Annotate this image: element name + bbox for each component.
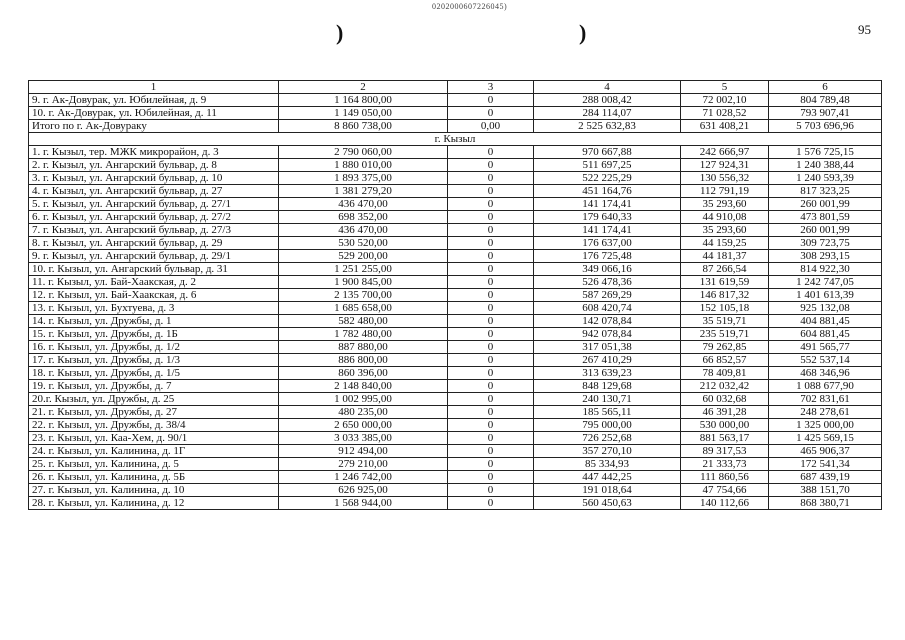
amount-cell: 1 401 613,39: [769, 289, 882, 302]
column-number-row: [29, 81, 882, 94]
amount-cell: 817 323,25: [769, 185, 882, 198]
amount-cell: 72 002,10: [681, 94, 769, 107]
amount-cell: 1 893 375,00: [279, 172, 448, 185]
amount-cell: 912 494,00: [279, 445, 448, 458]
table-row: [29, 380, 882, 393]
table-row: [29, 367, 882, 380]
amount-cell: 0: [448, 211, 534, 224]
amount-cell: 1 880 010,00: [279, 159, 448, 172]
amount-cell: 0: [448, 159, 534, 172]
address-cell: 26. г. Кызыл, ул. Калинина, д. 5Б: [29, 471, 279, 484]
amount-cell: 814 922,30: [769, 263, 882, 276]
address-cell: 10. г. Ак-Довурак, ул. Юбилейная, д. 11: [29, 107, 279, 120]
amount-cell: 130 556,32: [681, 172, 769, 185]
amount-cell: 21 333,73: [681, 458, 769, 471]
amount-cell: 436 470,00: [279, 224, 448, 237]
amount-cell: 726 252,68: [534, 432, 681, 445]
amount-cell: 942 078,84: [534, 328, 681, 341]
address-cell: 8. г. Кызыл, ул. Ангарский бульвар, д. 29: [29, 237, 279, 250]
amount-cell: 560 450,63: [534, 497, 681, 510]
amount-cell: 131 619,59: [681, 276, 769, 289]
amount-cell: 530 520,00: [279, 237, 448, 250]
amount-cell: 480 235,00: [279, 406, 448, 419]
address-cell: 5. г. Кызыл, ул. Ангарский бульвар, д. 27/1: [29, 198, 279, 211]
amount-cell: 0: [448, 250, 534, 263]
amount-cell: 2 148 840,00: [279, 380, 448, 393]
table-row: [29, 393, 882, 406]
address-cell: 9. г. Кызыл, ул. Ангарский бульвар, д. 29/1: [29, 250, 279, 263]
amount-cell: 860 396,00: [279, 367, 448, 380]
table-row: [29, 419, 882, 432]
column-header: 2: [279, 81, 448, 94]
amount-cell: 1 576 725,15: [769, 146, 882, 159]
amount-cell: 473 801,59: [769, 211, 882, 224]
amount-cell: 284 114,07: [534, 107, 681, 120]
amount-cell: 141 174,41: [534, 198, 681, 211]
amount-cell: 631 408,21: [681, 120, 769, 133]
amount-cell: 267 410,29: [534, 354, 681, 367]
amount-cell: 44 181,37: [681, 250, 769, 263]
address-cell: 10. г. Кызыл, ул. Ангарский бульвар, д. 31: [29, 263, 279, 276]
amount-cell: 2 135 700,00: [279, 289, 448, 302]
amount-cell: 0: [448, 380, 534, 393]
address-cell: 15. г. Кызыл, ул. Дружбы, д. 1Б: [29, 328, 279, 341]
amount-cell: 0: [448, 185, 534, 198]
amount-cell: 142 078,84: [534, 315, 681, 328]
amount-cell: 511 697,25: [534, 159, 681, 172]
address-cell: 28. г. Кызыл, ул. Калинина, д. 12: [29, 497, 279, 510]
amount-cell: 868 380,71: [769, 497, 882, 510]
table-row: [29, 406, 882, 419]
amount-cell: 604 881,45: [769, 328, 882, 341]
amount-cell: 1 900 845,00: [279, 276, 448, 289]
bracket-mark-right: ): [579, 20, 587, 45]
column-header: 6: [769, 81, 882, 94]
amount-cell: 0: [448, 237, 534, 250]
amount-cell: 925 132,08: [769, 302, 882, 315]
page-number: 95: [858, 22, 871, 37]
address-cell: 23. г. Кызыл, ул. Каа-Хем, д. 90/1: [29, 432, 279, 445]
amount-cell: 127 924,31: [681, 159, 769, 172]
amount-cell: 176 725,48: [534, 250, 681, 263]
address-cell: 18. г. Кызыл, ул. Дружбы, д. 1/5: [29, 367, 279, 380]
table-row: [29, 159, 882, 172]
address-cell: 14. г. Кызыл, ул. Дружбы, д. 1: [29, 315, 279, 328]
amount-cell: 71 028,52: [681, 107, 769, 120]
amount-cell: 404 881,45: [769, 315, 882, 328]
amount-cell: 0: [448, 484, 534, 497]
amount-cell: 185 565,11: [534, 406, 681, 419]
amount-cell: 1 685 658,00: [279, 302, 448, 315]
amount-cell: 0: [448, 458, 534, 471]
amount-cell: 240 130,71: [534, 393, 681, 406]
amount-cell: 1 782 480,00: [279, 328, 448, 341]
amount-cell: 1 251 255,00: [279, 263, 448, 276]
address-cell: 25. г. Кызыл, ул. Калинина, д. 5: [29, 458, 279, 471]
amount-cell: 1 242 747,05: [769, 276, 882, 289]
amount-cell: 887 880,00: [279, 341, 448, 354]
amount-cell: 0: [448, 367, 534, 380]
amount-cell: 79 262,85: [681, 341, 769, 354]
amount-cell: 44 910,08: [681, 211, 769, 224]
column-header: 3: [448, 81, 534, 94]
amount-cell: 526 478,36: [534, 276, 681, 289]
amount-cell: 1 568 944,00: [279, 497, 448, 510]
amount-cell: 886 800,00: [279, 354, 448, 367]
address-cell: 3. г. Кызыл, ул. Ангарский бульвар, д. 10: [29, 172, 279, 185]
address-cell: 22. г. Кызыл, ул. Дружбы, д. 38/4: [29, 419, 279, 432]
amount-cell: 881 563,17: [681, 432, 769, 445]
amount-cell: 582 480,00: [279, 315, 448, 328]
table-row: [29, 172, 882, 185]
amount-cell: 0: [448, 172, 534, 185]
amount-cell: 60 032,68: [681, 393, 769, 406]
amount-cell: 0: [448, 445, 534, 458]
amount-cell: 35 293,60: [681, 224, 769, 237]
amount-cell: 436 470,00: [279, 198, 448, 211]
amount-cell: 85 334,93: [534, 458, 681, 471]
amount-cell: 388 151,70: [769, 484, 882, 497]
table-row: [29, 432, 882, 445]
table-row: [29, 484, 882, 497]
table-row: [29, 289, 882, 302]
amount-cell: 0: [448, 107, 534, 120]
amount-cell: 522 225,29: [534, 172, 681, 185]
table-row: [29, 107, 882, 120]
column-header: 1: [29, 81, 279, 94]
amount-cell: 44 159,25: [681, 237, 769, 250]
amount-cell: 0,00: [448, 120, 534, 133]
address-cell: 13. г. Кызыл, ул. Бухтуева, д. 3: [29, 302, 279, 315]
table-row: [29, 458, 882, 471]
amount-cell: 89 317,53: [681, 445, 769, 458]
section-label: г. Кызыл: [29, 133, 882, 146]
section-header-row: [29, 133, 882, 146]
table-row: [29, 146, 882, 159]
address-cell: 19. г. Кызыл, ул. Дружбы, д. 7: [29, 380, 279, 393]
amount-cell: 1 240 388,44: [769, 159, 882, 172]
amount-cell: 152 105,18: [681, 302, 769, 315]
document-code: 0202000607226045): [432, 2, 508, 11]
amount-cell: 112 791,19: [681, 185, 769, 198]
amount-cell: 279 210,00: [279, 458, 448, 471]
table-row: [29, 120, 882, 133]
amount-cell: 1 246 742,00: [279, 471, 448, 484]
table-row: [29, 302, 882, 315]
amount-cell: 1 325 000,00: [769, 419, 882, 432]
amount-cell: 212 032,42: [681, 380, 769, 393]
amount-cell: 35 293,60: [681, 198, 769, 211]
amount-cell: 140 112,66: [681, 497, 769, 510]
amount-cell: 529 200,00: [279, 250, 448, 263]
address-cell: 24. г. Кызыл, ул. Калинина, д. 1Г: [29, 445, 279, 458]
amount-cell: 248 278,61: [769, 406, 882, 419]
table-row: [29, 263, 882, 276]
amount-cell: 0: [448, 198, 534, 211]
amount-cell: 172 541,34: [769, 458, 882, 471]
amount-cell: 313 639,23: [534, 367, 681, 380]
address-cell: 4. г. Кызыл, ул. Ангарский бульвар, д. 27: [29, 185, 279, 198]
amount-cell: 0: [448, 354, 534, 367]
amount-cell: 804 789,48: [769, 94, 882, 107]
amount-cell: 468 346,96: [769, 367, 882, 380]
amount-cell: 2 650 000,00: [279, 419, 448, 432]
amount-cell: 491 565,77: [769, 341, 882, 354]
amount-cell: 176 637,00: [534, 237, 681, 250]
column-header: 5: [681, 81, 769, 94]
amount-cell: 87 266,54: [681, 263, 769, 276]
address-cell: 21. г. Кызыл, ул. Дружбы, д. 27: [29, 406, 279, 419]
amount-cell: 848 129,68: [534, 380, 681, 393]
amount-cell: 5 703 696,96: [769, 120, 882, 133]
amount-cell: 308 293,15: [769, 250, 882, 263]
amount-cell: 698 352,00: [279, 211, 448, 224]
amount-cell: 0: [448, 406, 534, 419]
amount-cell: 2 525 632,83: [534, 120, 681, 133]
table-row: [29, 237, 882, 250]
amount-cell: 0: [448, 393, 534, 406]
amount-cell: 587 269,29: [534, 289, 681, 302]
address-cell: 1. г. Кызыл, тер. МЖК микрорайон, д. 3: [29, 146, 279, 159]
address-cell: Итого по г. Ак-Довураку: [29, 120, 279, 133]
amount-cell: 260 001,99: [769, 198, 882, 211]
amount-cell: 146 817,32: [681, 289, 769, 302]
amount-cell: 1 240 593,39: [769, 172, 882, 185]
amount-cell: 608 420,74: [534, 302, 681, 315]
table-row: [29, 354, 882, 367]
amount-cell: 309 723,75: [769, 237, 882, 250]
amount-cell: 357 270,10: [534, 445, 681, 458]
address-cell: 17. г. Кызыл, ул. Дружбы, д. 1/3: [29, 354, 279, 367]
table-row: [29, 185, 882, 198]
bracket-mark-left: ): [336, 20, 344, 45]
table-row: [29, 94, 882, 107]
amount-cell: 626 925,00: [279, 484, 448, 497]
table-row: [29, 341, 882, 354]
amount-cell: 179 640,33: [534, 211, 681, 224]
amount-cell: 317 051,38: [534, 341, 681, 354]
amount-cell: 970 667,88: [534, 146, 681, 159]
amount-cell: 451 164,76: [534, 185, 681, 198]
amount-cell: 530 000,00: [681, 419, 769, 432]
address-cell: 16. г. Кызыл, ул. Дружбы, д. 1/2: [29, 341, 279, 354]
column-header: 4: [534, 81, 681, 94]
amount-cell: 0: [448, 302, 534, 315]
amount-cell: 0: [448, 94, 534, 107]
amount-cell: 0: [448, 263, 534, 276]
table-row: [29, 497, 882, 510]
address-cell: 2. г. Кызыл, ул. Ангарский бульвар, д. 8: [29, 159, 279, 172]
amount-cell: 0: [448, 471, 534, 484]
amount-cell: 242 666,97: [681, 146, 769, 159]
amount-cell: 1 381 279,20: [279, 185, 448, 198]
amount-cell: 288 008,42: [534, 94, 681, 107]
amount-cell: 1 088 677,90: [769, 380, 882, 393]
amount-cell: 0: [448, 341, 534, 354]
amount-cell: 1 164 800,00: [279, 94, 448, 107]
amount-cell: 0: [448, 146, 534, 159]
data-table: [28, 80, 882, 510]
amount-cell: 1 149 050,00: [279, 107, 448, 120]
amount-cell: 35 519,71: [681, 315, 769, 328]
address-cell: 20.г. Кызыл, ул. Дружбы, д. 25: [29, 393, 279, 406]
amount-cell: 260 001,99: [769, 224, 882, 237]
amount-cell: 235 519,71: [681, 328, 769, 341]
amount-cell: 111 860,56: [681, 471, 769, 484]
table-row: [29, 445, 882, 458]
address-cell: 6. г. Кызыл, ул. Ангарский бульвар, д. 27/2: [29, 211, 279, 224]
amount-cell: 0: [448, 497, 534, 510]
amount-cell: 552 537,14: [769, 354, 882, 367]
amount-cell: 0: [448, 224, 534, 237]
address-cell: 9. г. Ак-Довурак, ул. Юбилейная, д. 9: [29, 94, 279, 107]
amount-cell: 465 906,37: [769, 445, 882, 458]
amount-cell: 141 174,41: [534, 224, 681, 237]
table-row: [29, 315, 882, 328]
amount-cell: 2 790 060,00: [279, 146, 448, 159]
amount-cell: 78 409,81: [681, 367, 769, 380]
address-cell: 12. г. Кызыл, ул. Бай-Хаакская, д. 6: [29, 289, 279, 302]
amount-cell: 66 852,57: [681, 354, 769, 367]
table-body: [29, 81, 882, 510]
amount-cell: 3 033 385,00: [279, 432, 448, 445]
address-cell: 7. г. Кызыл, ул. Ангарский бульвар, д. 27/3: [29, 224, 279, 237]
table-row: [29, 198, 882, 211]
amount-cell: 8 860 738,00: [279, 120, 448, 133]
amount-cell: 0: [448, 419, 534, 432]
amount-cell: 0: [448, 328, 534, 341]
amount-cell: 0: [448, 289, 534, 302]
table-row: [29, 211, 882, 224]
amount-cell: 1 425 569,15: [769, 432, 882, 445]
amount-cell: 0: [448, 276, 534, 289]
amount-cell: 702 831,61: [769, 393, 882, 406]
amount-cell: 795 000,00: [534, 419, 681, 432]
amount-cell: 47 754,66: [681, 484, 769, 497]
amount-cell: 447 442,25: [534, 471, 681, 484]
amount-cell: 349 066,16: [534, 263, 681, 276]
amount-cell: 687 439,19: [769, 471, 882, 484]
table-row: [29, 471, 882, 484]
table-row: [29, 224, 882, 237]
amount-cell: 0: [448, 315, 534, 328]
amount-cell: 1 002 995,00: [279, 393, 448, 406]
amount-cell: 793 907,41: [769, 107, 882, 120]
address-cell: 11. г. Кызыл, ул. Бай-Хаакская, д. 2: [29, 276, 279, 289]
amount-cell: 191 018,64: [534, 484, 681, 497]
address-cell: 27. г. Кызыл, ул. Калинина, д. 10: [29, 484, 279, 497]
table-row: [29, 328, 882, 341]
amount-cell: 46 391,28: [681, 406, 769, 419]
amount-cell: 0: [448, 432, 534, 445]
table-row: [29, 276, 882, 289]
table-row: [29, 250, 882, 263]
